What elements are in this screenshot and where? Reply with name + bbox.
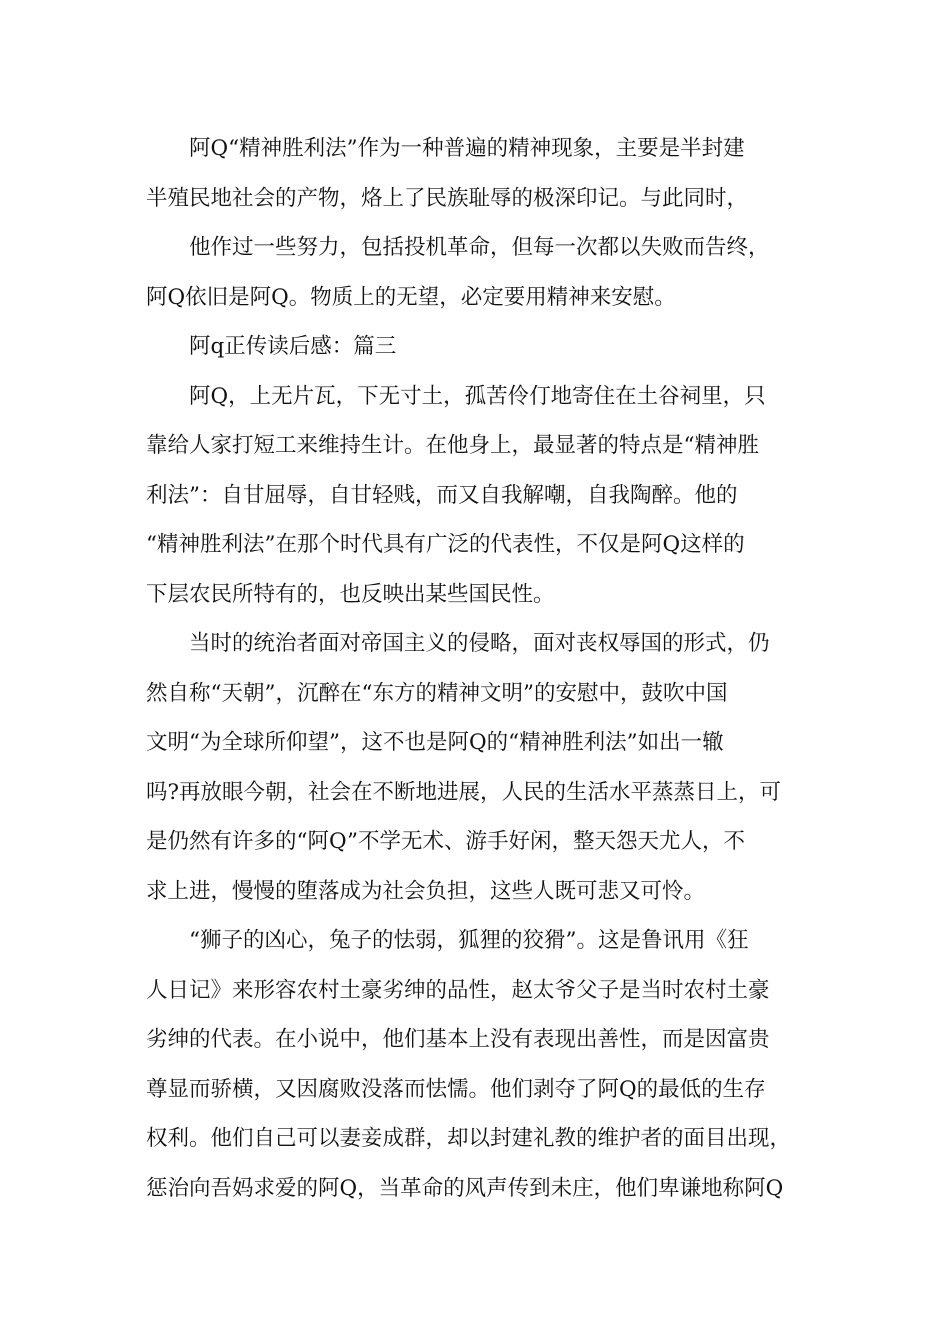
section-heading: 阿q正传读后感：篇三 [189,334,397,359]
paragraph-3: 阿Q，上无片瓦，下无寸土，孤苦伶仃地寄住在土谷祠里，只 靠给人家打短工来维持生计。在他身上，最显著的特点是“精神胜 利法”：自甘屈辱，自甘轻贱，而又自我解嘲，自我陶醉。他的 “精神胜利法”在那个时代具有广泛的代表性，不仅是阿Q这样的 下层农民所特有的，也反映出某些国民性。 [146,383,766,607]
paragraph-1: 阿Q“精神胜利法”作为一种普遍的精神现象，主要是半封建 半殖民地社会的产物，烙上了民族耻辱的极深印记。与此同时， [146,136,749,211]
document-body [146,124,826,1213]
paragraph-5: “狮子的凶心，兔子的怯弱，狐狸的狡猾”。这是鲁讯用《狂 人日记》来形容农村土豪劣绅的品性，赵太爷父子是当时农村土豪 劣绅的代表。在小说中，他们基本上没有表现出善性，而是因富贵 尊显而骄横，又因腐败没落而怯懦。他们剥夺了阿Q的最低的生存 权利。他们自己可以妻妾成群，却以封建礼教的维护者的面目出现， 惩治向吾妈求爱的阿Q，当革命的风声传到未庄，他们卑谦地称阿Q [146,928,792,1201]
paragraph-4: 当时的统治者面对帝国主义的侵略，面对丧权辱国的形式，仍 然自称“天朝”，沉醉在“东方的精神文明”的安慰中，鼓吹中国 文明“为全球所仰望”，这不也是阿Q的“精神胜利法”如出一辙 吗?再放眼今朝，社会在不断地进展，人民的生活水平蒸蒸日上，可 是仍然有许多的“阿Q”不学无术、游手好闲，整天怨天尤人，不 求上进，慢慢的堕落成为社会负担，这些人既可悲又可怜。 [146,631,782,904]
paragraph-2: 他作过一些努力，包括投机革命，但每一次都以失败而告终， 阿Q依旧是阿Q。物质上的无望，必定要用精神来安慰。 [146,235,770,310]
